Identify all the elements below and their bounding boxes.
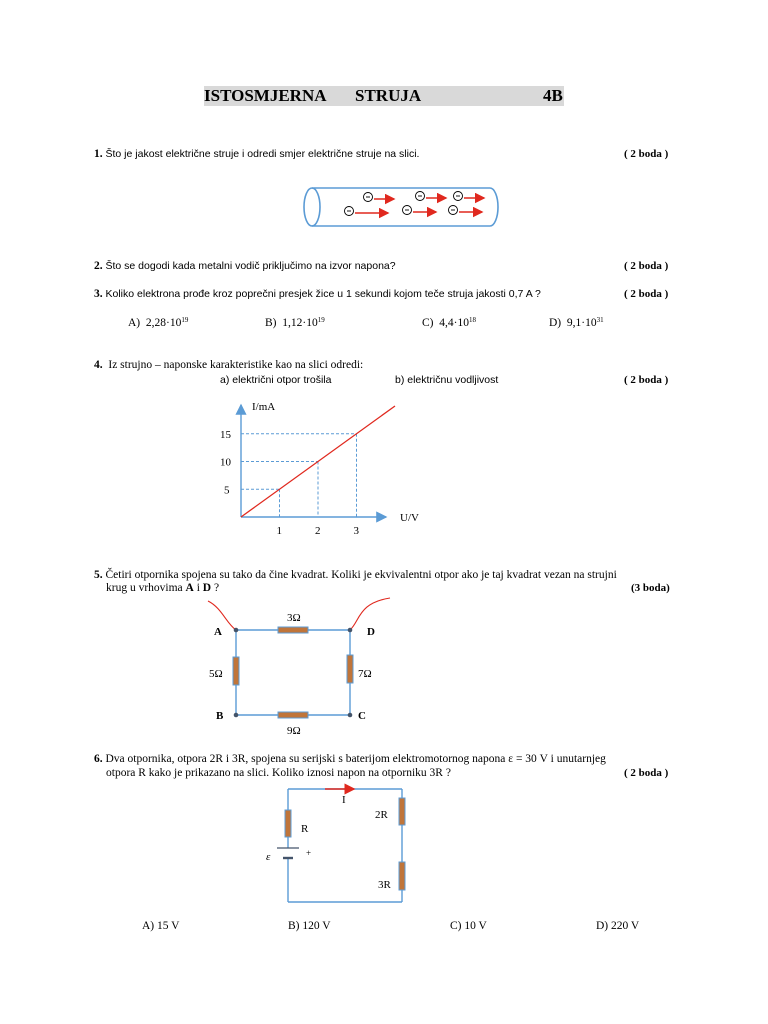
title-mid: STRUJA (355, 86, 422, 105)
electron (364, 193, 395, 202)
electron (403, 206, 437, 215)
r-internal-label: R (301, 823, 309, 835)
lead-wire-a (208, 601, 236, 630)
q4-part-a: a) električni otpor trošila (220, 374, 332, 386)
emf-label: ε (266, 851, 271, 863)
q5-number: 5. (94, 569, 103, 581)
q2-points: ( 2 boda ) (624, 260, 669, 272)
question-4 (94, 358, 363, 372)
q4-part-b: b) električnu vodljivost (395, 374, 499, 386)
x-axis-label: U/V (400, 512, 419, 524)
q5-text-line2: krug u vrhovima A i D ? (106, 582, 220, 594)
question-1 (94, 147, 419, 161)
resistor-square-circuit (200, 593, 410, 743)
y-tick-label: 5 (224, 484, 230, 497)
y-tick-label: 10 (220, 456, 231, 469)
x-tick-label: 3 (353, 525, 359, 537)
electron-group (345, 192, 485, 216)
q3-option-a[interactable]: A) $2,28\cdot 10^{19}$ (128, 316, 189, 329)
resistor-3r (399, 862, 405, 890)
question-2 (94, 259, 396, 273)
q3-option-d[interactable]: D) $9,1\cdot 10^{31}$ (549, 316, 604, 329)
resistor-r-internal (285, 810, 291, 837)
node-label-a: A (214, 626, 222, 638)
q6-option-d[interactable]: D) 220 V (596, 920, 640, 932)
r2-label: 2R (375, 809, 388, 821)
resistor-bottom (278, 712, 308, 718)
q1-points: ( 2 boda ) (624, 148, 669, 160)
q4-number: 4. (94, 359, 103, 371)
resistor-2r (399, 798, 405, 825)
y-axis-label: I/mA (252, 401, 276, 413)
battery-icon (277, 848, 299, 858)
node-label-b: B (216, 710, 224, 722)
node-dots (234, 628, 353, 718)
q6-option-b[interactable]: B) 120 V (288, 920, 331, 932)
plus-label: + (306, 848, 312, 858)
square-wires (236, 630, 350, 715)
node-label-c: C (358, 710, 366, 722)
resistor-label-bottom: 9Ω (287, 725, 301, 737)
q6-points: ( 2 boda ) (624, 767, 669, 779)
resistor-top (278, 627, 308, 633)
r3-label: 3R (378, 879, 391, 891)
resistor-left (233, 657, 239, 685)
q4-points: ( 2 boda ) (624, 374, 669, 386)
q6-text-line1: Dva otpornika, otpora 2R i 3R, spojena su serijski s baterijom elektromotornog napona ε = 30 V i unutarnjeg (105, 753, 606, 765)
iu-characteristic-chart (210, 395, 450, 545)
q3-number: 3. (94, 288, 103, 300)
conductor-figure (298, 183, 504, 231)
resistor-right (347, 655, 353, 683)
series-line (241, 406, 395, 517)
q2-text: Što se dogodi kada metalni vodič priključimo na izvor napona? (105, 260, 396, 272)
q1-number: 1. (94, 148, 103, 160)
electron (345, 207, 389, 216)
x-tick-label: 2 (315, 525, 321, 537)
q3-option-b[interactable]: B) $1,12\cdot 10^{19}$ (265, 316, 325, 329)
q2-number: 2. (94, 260, 103, 272)
electron (449, 206, 483, 215)
node-label-d: D (367, 626, 375, 638)
q5-text-line1: Četiri otpornika spojena su tako da čine kvadrat. Koliki je ekvivalentni otpor ako je taj kvadrat vezan na strujni (105, 569, 617, 581)
current-label: I (342, 794, 346, 806)
q3-option-c[interactable]: C) $4,4\cdot 10^{18}$ (422, 316, 476, 329)
question-3 (94, 287, 541, 301)
title-left: ISTOSMJERNA (204, 86, 327, 105)
question-6 (94, 752, 606, 766)
q1-text: Što je jakost električne struje i odredi smjer električne struje na slici. (105, 148, 420, 160)
q3-text: Koliko elektrona prođe kroz poprečni presjek žice u 1 sekundi kojom teče struja jakosti 0,7 A ? (105, 288, 541, 300)
q3-points: ( 2 boda ) (624, 288, 669, 300)
q6-number: 6. (94, 753, 103, 765)
title-right: 4B (543, 86, 563, 105)
q4-text: Iz strujno – naponske karakteristike kao na slici odredi: (108, 359, 364, 371)
q5-points: (3 boda) (631, 582, 670, 594)
q6-text-line2: otpora R kako je prikazano na slici. Koliko iznosi napon na otporniku 3R ? (106, 767, 451, 779)
series-circuit (260, 782, 420, 908)
q6-option-c[interactable]: C) 10 V (450, 920, 487, 932)
q6-option-a[interactable]: A) 15 V (142, 920, 180, 932)
question-5 (94, 568, 617, 582)
electron (454, 192, 485, 201)
y-tick-label: 15 (220, 428, 231, 441)
electron (416, 192, 447, 201)
resistor-label-left: 5Ω (209, 668, 223, 680)
resistor-label-top: 3Ω (287, 612, 301, 624)
resistor-label-right: 7Ω (358, 668, 372, 680)
x-tick-label: 1 (276, 525, 282, 537)
